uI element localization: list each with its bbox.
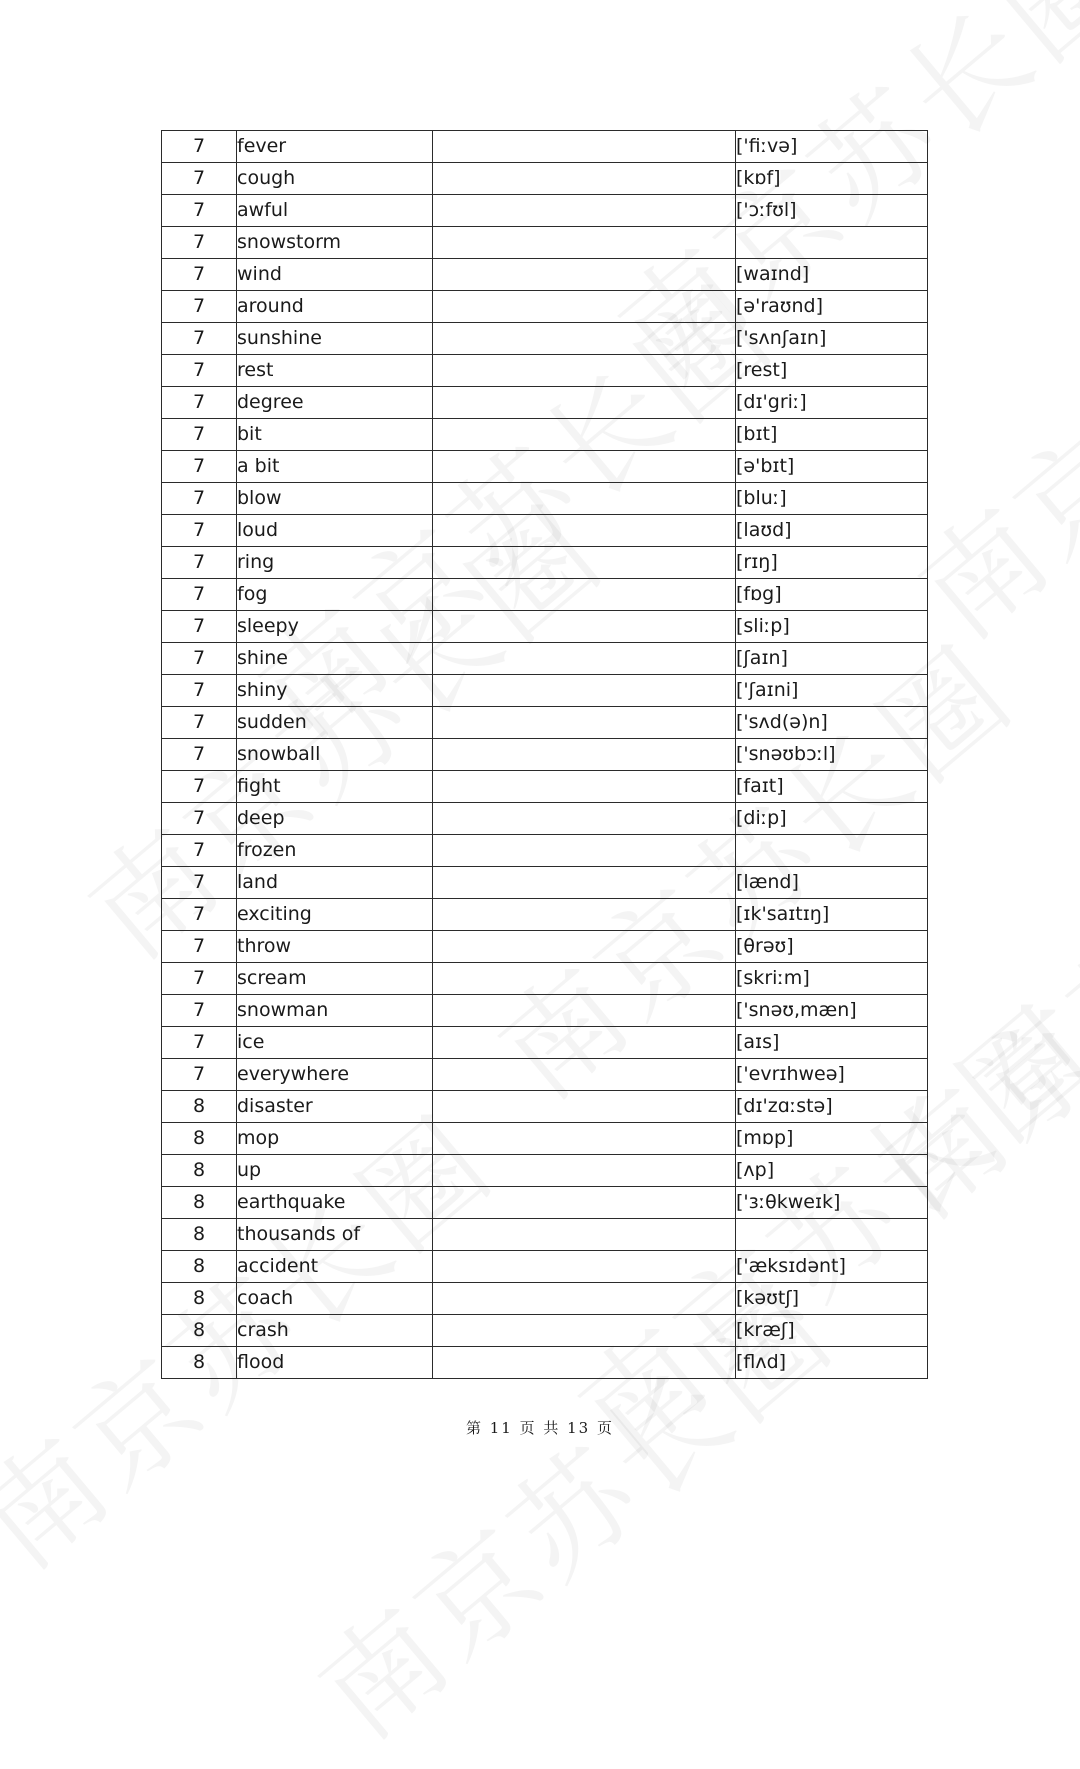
meaning-cell <box>433 163 736 195</box>
meaning-cell <box>433 483 736 515</box>
unit-cell: 7 <box>162 131 237 163</box>
meaning-cell <box>433 579 736 611</box>
meaning-cell <box>433 835 736 867</box>
word-cell: around <box>237 291 433 323</box>
unit-cell: 7 <box>162 291 237 323</box>
table-row <box>162 1123 928 1155</box>
unit-cell: 8 <box>162 1347 237 1379</box>
word-cell: throw <box>237 931 433 963</box>
meaning-cell <box>433 547 736 579</box>
unit-cell: 7 <box>162 163 237 195</box>
word-cell: scream <box>237 963 433 995</box>
vocabulary-table-body <box>162 131 928 1379</box>
phonetic-cell: ['æksɪdənt] <box>736 1251 928 1283</box>
unit-cell: 7 <box>162 227 237 259</box>
table-row <box>162 707 928 739</box>
table-row <box>162 1027 928 1059</box>
meaning-cell <box>433 1027 736 1059</box>
meaning-cell <box>433 1059 736 1091</box>
unit-cell: 7 <box>162 867 237 899</box>
table-row <box>162 163 928 195</box>
phonetic-cell: ['sʌnʃaɪn] <box>736 323 928 355</box>
table-row <box>162 675 928 707</box>
meaning-cell <box>433 867 736 899</box>
table-row <box>162 643 928 675</box>
meaning-cell <box>433 291 736 323</box>
table-row <box>162 1059 928 1091</box>
unit-cell: 7 <box>162 515 237 547</box>
word-cell: accident <box>237 1251 433 1283</box>
meaning-cell <box>433 515 736 547</box>
unit-cell: 8 <box>162 1091 237 1123</box>
table-row <box>162 1219 928 1251</box>
meaning-cell <box>433 259 736 291</box>
table-row <box>162 291 928 323</box>
phonetic-cell: [ʌp] <box>736 1155 928 1187</box>
word-cell: awful <box>237 195 433 227</box>
meaning-cell <box>433 1251 736 1283</box>
phonetic-cell: [rest] <box>736 355 928 387</box>
word-cell: snowman <box>237 995 433 1027</box>
table-row <box>162 899 928 931</box>
table-row <box>162 931 928 963</box>
unit-cell: 7 <box>162 579 237 611</box>
table-row <box>162 771 928 803</box>
phonetic-cell: [lænd] <box>736 867 928 899</box>
phonetic-cell: ['sʌd(ə)n] <box>736 707 928 739</box>
word-cell: mop <box>237 1123 433 1155</box>
meaning-cell <box>433 771 736 803</box>
phonetic-cell: [ə'bɪt] <box>736 451 928 483</box>
table-row <box>162 259 928 291</box>
phonetic-cell: [dɪ'griː] <box>736 387 928 419</box>
unit-cell: 7 <box>162 803 237 835</box>
meaning-cell <box>433 1187 736 1219</box>
word-cell: wind <box>237 259 433 291</box>
table-row <box>162 323 928 355</box>
word-cell: sleepy <box>237 611 433 643</box>
table-row <box>162 611 928 643</box>
meaning-cell <box>433 1347 736 1379</box>
table-row <box>162 1187 928 1219</box>
word-cell: rest <box>237 355 433 387</box>
word-cell: earthquake <box>237 1187 433 1219</box>
table-row <box>162 835 928 867</box>
meaning-cell <box>433 739 736 771</box>
unit-cell: 8 <box>162 1155 237 1187</box>
phonetic-cell: [bɪt] <box>736 419 928 451</box>
phonetic-cell: [ʃaɪn] <box>736 643 928 675</box>
phonetic-cell: [laʊd] <box>736 515 928 547</box>
page-footer: 第 11 页 共 13 页 <box>465 1419 614 1437</box>
unit-cell: 7 <box>162 643 237 675</box>
word-cell: blow <box>237 483 433 515</box>
meaning-cell <box>433 1155 736 1187</box>
word-cell: flood <box>237 1347 433 1379</box>
word-cell: fever <box>237 131 433 163</box>
table-row <box>162 227 928 259</box>
unit-cell: 7 <box>162 739 237 771</box>
unit-cell: 7 <box>162 1059 237 1091</box>
phonetic-cell: [θrəʊ] <box>736 931 928 963</box>
meaning-cell <box>433 355 736 387</box>
vocabulary-table <box>161 130 928 1379</box>
meaning-cell <box>433 1219 736 1251</box>
word-cell: deep <box>237 803 433 835</box>
unit-cell: 7 <box>162 963 237 995</box>
table-row <box>162 131 928 163</box>
unit-cell: 8 <box>162 1283 237 1315</box>
table-row <box>162 739 928 771</box>
phonetic-cell: ['ɔːfʊl] <box>736 195 928 227</box>
word-cell: snowball <box>237 739 433 771</box>
phonetic-cell: [fɒg] <box>736 579 928 611</box>
unit-cell: 7 <box>162 355 237 387</box>
meaning-cell <box>433 899 736 931</box>
word-cell: bit <box>237 419 433 451</box>
phonetic-cell: [waɪnd] <box>736 259 928 291</box>
table-row <box>162 451 928 483</box>
phonetic-cell: [dɪ'zɑːstə] <box>736 1091 928 1123</box>
unit-cell: 7 <box>162 931 237 963</box>
table-row <box>162 195 928 227</box>
unit-cell: 7 <box>162 771 237 803</box>
meaning-cell <box>433 1123 736 1155</box>
table-row <box>162 483 928 515</box>
meaning-cell <box>433 931 736 963</box>
unit-cell: 7 <box>162 323 237 355</box>
phonetic-cell: [ɪk'saɪtɪŋ] <box>736 899 928 931</box>
word-cell: a bit <box>237 451 433 483</box>
table-row <box>162 867 928 899</box>
meaning-cell <box>433 611 736 643</box>
table-row <box>162 419 928 451</box>
word-cell: crash <box>237 1315 433 1347</box>
word-cell: coach <box>237 1283 433 1315</box>
word-cell: shine <box>237 643 433 675</box>
table-row <box>162 515 928 547</box>
table-row <box>162 547 928 579</box>
word-cell: disaster <box>237 1091 433 1123</box>
meaning-cell <box>433 963 736 995</box>
meaning-cell <box>433 1315 736 1347</box>
unit-cell: 7 <box>162 995 237 1027</box>
word-cell: cough <box>237 163 433 195</box>
word-cell: everywhere <box>237 1059 433 1091</box>
phonetic-cell: [sliːp] <box>736 611 928 643</box>
word-cell: sudden <box>237 707 433 739</box>
table-row <box>162 1155 928 1187</box>
table-row <box>162 579 928 611</box>
phonetic-cell <box>736 835 928 867</box>
phonetic-cell: [flʌd] <box>736 1347 928 1379</box>
unit-cell: 7 <box>162 899 237 931</box>
phonetic-cell: [ə'raʊnd] <box>736 291 928 323</box>
meaning-cell <box>433 323 736 355</box>
unit-cell: 7 <box>162 483 237 515</box>
table-row <box>162 355 928 387</box>
meaning-cell <box>433 1091 736 1123</box>
unit-cell: 8 <box>162 1123 237 1155</box>
word-cell: fight <box>237 771 433 803</box>
phonetic-cell: ['evrɪhweə] <box>736 1059 928 1091</box>
phonetic-cell <box>736 1219 928 1251</box>
phonetic-cell: ['ʃaɪni] <box>736 675 928 707</box>
unit-cell: 7 <box>162 611 237 643</box>
phonetic-cell: [aɪs] <box>736 1027 928 1059</box>
meaning-cell <box>433 995 736 1027</box>
word-cell: ice <box>237 1027 433 1059</box>
word-cell: ring <box>237 547 433 579</box>
word-cell: frozen <box>237 835 433 867</box>
phonetic-cell: [kræʃ] <box>736 1315 928 1347</box>
table-row <box>162 387 928 419</box>
unit-cell: 8 <box>162 1187 237 1219</box>
unit-cell: 7 <box>162 547 237 579</box>
unit-cell: 7 <box>162 1027 237 1059</box>
unit-cell: 7 <box>162 675 237 707</box>
table-row <box>162 1251 928 1283</box>
word-cell: exciting <box>237 899 433 931</box>
phonetic-cell: [diːp] <box>736 803 928 835</box>
unit-cell: 8 <box>162 1219 237 1251</box>
meaning-cell <box>433 387 736 419</box>
unit-cell: 7 <box>162 451 237 483</box>
word-cell: degree <box>237 387 433 419</box>
meaning-cell <box>433 419 736 451</box>
unit-cell: 8 <box>162 1315 237 1347</box>
meaning-cell <box>433 675 736 707</box>
unit-cell: 7 <box>162 707 237 739</box>
word-cell: snowstorm <box>237 227 433 259</box>
unit-cell: 7 <box>162 259 237 291</box>
word-cell: loud <box>237 515 433 547</box>
word-cell: fog <box>237 579 433 611</box>
meaning-cell <box>433 707 736 739</box>
phonetic-cell: [rɪŋ] <box>736 547 928 579</box>
phonetic-cell: [skriːm] <box>736 963 928 995</box>
phonetic-cell: [kɒf] <box>736 163 928 195</box>
phonetic-cell: [mɒp] <box>736 1123 928 1155</box>
meaning-cell <box>433 195 736 227</box>
meaning-cell <box>433 451 736 483</box>
meaning-cell <box>433 803 736 835</box>
word-cell: shiny <box>237 675 433 707</box>
table-row <box>162 1283 928 1315</box>
meaning-cell <box>433 227 736 259</box>
meaning-cell <box>433 131 736 163</box>
unit-cell: 7 <box>162 835 237 867</box>
phonetic-cell: ['snəʊbɔːl] <box>736 739 928 771</box>
phonetic-cell: [kəʊtʃ] <box>736 1283 928 1315</box>
word-cell: up <box>237 1155 433 1187</box>
phonetic-cell: ['snəʊ,mæn] <box>736 995 928 1027</box>
table-row <box>162 963 928 995</box>
unit-cell: 8 <box>162 1251 237 1283</box>
table-row <box>162 995 928 1027</box>
table-row <box>162 1091 928 1123</box>
phonetic-cell: ['fiːvə] <box>736 131 928 163</box>
phonetic-cell: [faɪt] <box>736 771 928 803</box>
unit-cell: 7 <box>162 419 237 451</box>
meaning-cell <box>433 643 736 675</box>
word-cell: sunshine <box>237 323 433 355</box>
table-row <box>162 1347 928 1379</box>
phonetic-cell <box>736 227 928 259</box>
meaning-cell <box>433 1283 736 1315</box>
table-row <box>162 1315 928 1347</box>
phonetic-cell: [bluː] <box>736 483 928 515</box>
word-cell: land <box>237 867 433 899</box>
table-row <box>162 803 928 835</box>
phonetic-cell: ['ɜːθkweɪk] <box>736 1187 928 1219</box>
unit-cell: 7 <box>162 387 237 419</box>
unit-cell: 7 <box>162 195 237 227</box>
word-cell: thousands of <box>237 1219 433 1251</box>
